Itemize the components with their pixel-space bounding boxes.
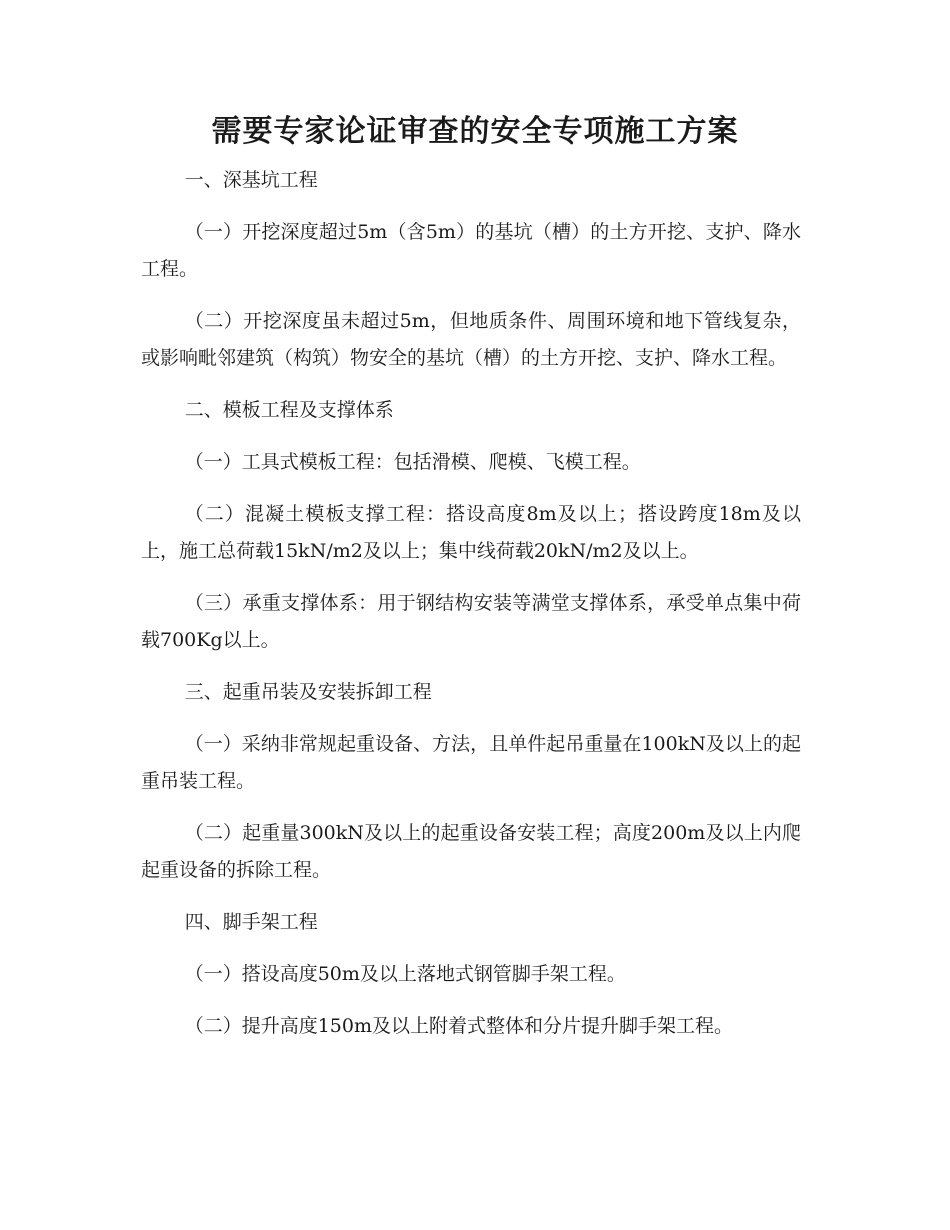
paragraph: （一）搭设高度50m及以上落地式钢管脚手架工程。 (184, 963, 626, 985)
paragraph: （三）承重支撑体系：用于钢结构安装等满堂支撑体系，承受单点集中荷载700Kg以上。 (141, 592, 801, 651)
paragraph: （一）采纳非常规起重设备、方法，且单件起吊重量在100kN及以上的起重吊装工程。 (141, 733, 801, 792)
document-body (141, 162, 801, 1060)
document-title: 需要专家论证审查的安全专项施工方案 (211, 114, 739, 149)
paragraph: （一）开挖深度超过5m（含5m）的基坑（槽）的土方开挖、支护、降水工程。 (141, 221, 801, 280)
paragraph: （二）提升高度150m及以上附着式整体和分片提升脚手架工程。 (184, 1015, 733, 1037)
section-heading-3: 三、起重吊装及安装拆卸工程 (184, 681, 432, 703)
paragraph: （二）混凝土模板支撑工程：搭设高度8m及以上；搭设跨度18m及以上，施工总荷载15kN/m2及以上；集中线荷载20kN/m2及以上。 (141, 503, 801, 562)
section-heading-2: 二、模板工程及支撑体系 (184, 399, 394, 421)
section-heading-1: 一、深基坑工程 (184, 169, 318, 191)
paragraph: （二）起重量300kN及以上的起重设备安装工程；高度200m及以上内爬起重设备的拆除工程。 (141, 822, 801, 881)
section-heading-4: 四、脚手架工程 (184, 911, 318, 933)
paragraph: （二）开挖深度虽未超过5m，但地质条件、周围环境和地下管线复杂，或影响毗邻建筑（构筑）物安全的基坑（槽）的土方开挖、支护、降水工程。 (141, 310, 801, 369)
paragraph: （一）工具式模板工程：包括滑模、爬模、飞模工程。 (184, 451, 641, 473)
